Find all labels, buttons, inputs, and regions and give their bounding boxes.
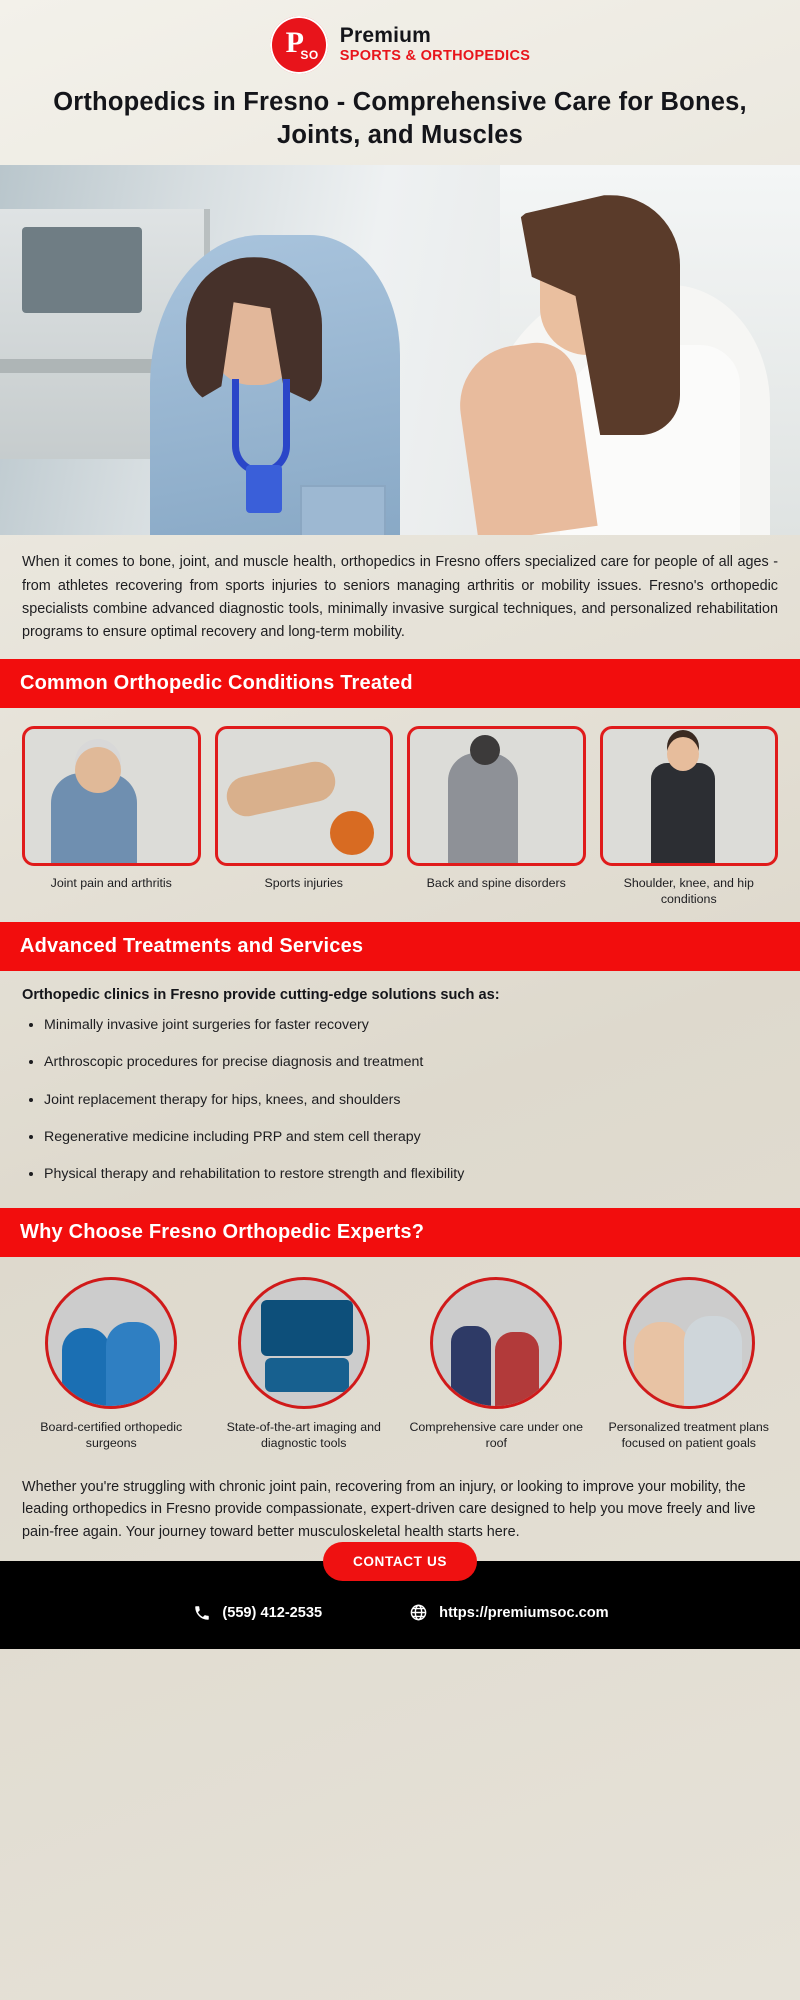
phone-icon	[191, 1602, 212, 1623]
brand-name	[340, 24, 531, 66]
brand-name-line1: Premium	[339, 24, 432, 48]
why-caption: Comprehensive care under one roof	[409, 1419, 584, 1451]
footer-website[interactable]	[408, 1602, 608, 1623]
conditions-card-list	[0, 708, 800, 922]
intro-paragraph: When it comes to bone, joint, and muscle health, orthopedics in Fresno offers specialized care for people of all ages - from athletes recovering from sports injuries to seniors managing arthritis or mobility issues. Fresno's orthopedic specialists combine advanced diagnostic tools, minimally invasive surgical techniques, and personalized rehabilitation programs to ensure optimal recovery and long-term mobility.	[22, 554, 778, 641]
condition-caption: Shoulder, knee, and hip conditions	[623, 875, 754, 907]
why-image-imaging	[238, 1277, 370, 1409]
brand-name-line2: SPORTS & ORTHOPEDICS	[339, 48, 531, 65]
condition-image-shoulder-knee-hip	[600, 726, 779, 866]
condition-card	[215, 726, 394, 908]
logo-sub: SO	[300, 48, 319, 62]
footer-contact-bar	[0, 1600, 800, 1631]
footer-phone[interactable]	[191, 1602, 322, 1623]
treatment-item: • Physical therapy and rehabilitation to restore strength and flexibility	[44, 1164, 778, 1185]
premium-logo-icon	[270, 16, 328, 74]
why-image-surgeons	[45, 1277, 177, 1409]
condition-image-back-spine	[407, 726, 586, 866]
condition-caption: Joint pain and arthritis	[50, 875, 172, 890]
condition-caption: Back and spine disorders	[426, 875, 566, 890]
condition-card	[407, 726, 586, 908]
why-choose-card	[215, 1277, 394, 1452]
section-heading-why-choose: Why Choose Fresno Orthopedic Experts?	[0, 1208, 800, 1257]
cta-wrapper	[0, 1542, 800, 1581]
treatment-item: • Regenerative medicine including PRP and stem cell therapy	[44, 1127, 778, 1148]
why-choose-card	[22, 1277, 201, 1452]
footer-website-text: https://premiumsoc.com	[439, 1604, 609, 1621]
why-image-personalized-plans	[623, 1277, 755, 1409]
hero-image	[0, 165, 800, 535]
hero-lanyard	[232, 379, 290, 475]
treatment-item: • Joint replacement therapy for hips, knees, and shoulders	[44, 1090, 778, 1111]
logo-letter: P	[285, 26, 304, 59]
contact-us-button[interactable]: CONTACT US	[323, 1542, 477, 1581]
section-heading-conditions: Common Orthopedic Conditions Treated	[0, 659, 800, 708]
why-caption: State-of-the-art imaging and diagnostic tools	[226, 1419, 381, 1451]
treatments-section	[0, 971, 800, 1207]
why-caption: Board-certified orthopedic surgeons	[40, 1419, 183, 1451]
footer	[0, 1554, 800, 1649]
page-title: Orthopedics in Fresno - Comprehensive Care for Bones, Joints, and Muscles	[53, 88, 747, 149]
condition-caption: Sports injuries	[264, 875, 343, 890]
condition-image-joint-pain	[22, 726, 201, 866]
treatment-item: • Arthroscopic procedures for precise diagnosis and treatment	[44, 1052, 778, 1073]
why-caption: Personalized treatment plans focused on patient goals	[608, 1419, 769, 1451]
treatments-list	[44, 1015, 778, 1185]
treatments-lead: Orthopedic clinics in Fresno provide cutting-edge solutions such as:	[22, 987, 500, 1004]
hero-scrub-pocket	[300, 485, 386, 535]
globe-icon	[408, 1602, 429, 1623]
brand-header	[0, 0, 800, 80]
section-heading-treatments: Advanced Treatments and Services	[0, 922, 800, 971]
treatment-item: • Minimally invasive joint surgeries for faster recovery	[44, 1015, 778, 1036]
condition-image-sports-injuries	[215, 726, 394, 866]
why-choose-card	[600, 1277, 779, 1452]
why-choose-card	[407, 1277, 586, 1452]
hero-id-badge	[246, 465, 282, 513]
why-image-comprehensive-care	[430, 1277, 562, 1409]
footer-phone-text: (559) 412-2535	[222, 1604, 323, 1621]
condition-card	[600, 726, 779, 908]
closing-paragraph: Whether you're struggling with chronic joint pain, recovering from an injury, or looking to improve your mobility, the leading orthopedics in Fresno provide compassionate, expert-driven care designed to help you move freely and live pain-free again. Your journey toward better musculoskeletal health starts here.	[22, 1478, 756, 1540]
condition-card	[22, 726, 201, 908]
why-choose-list	[0, 1257, 800, 1462]
